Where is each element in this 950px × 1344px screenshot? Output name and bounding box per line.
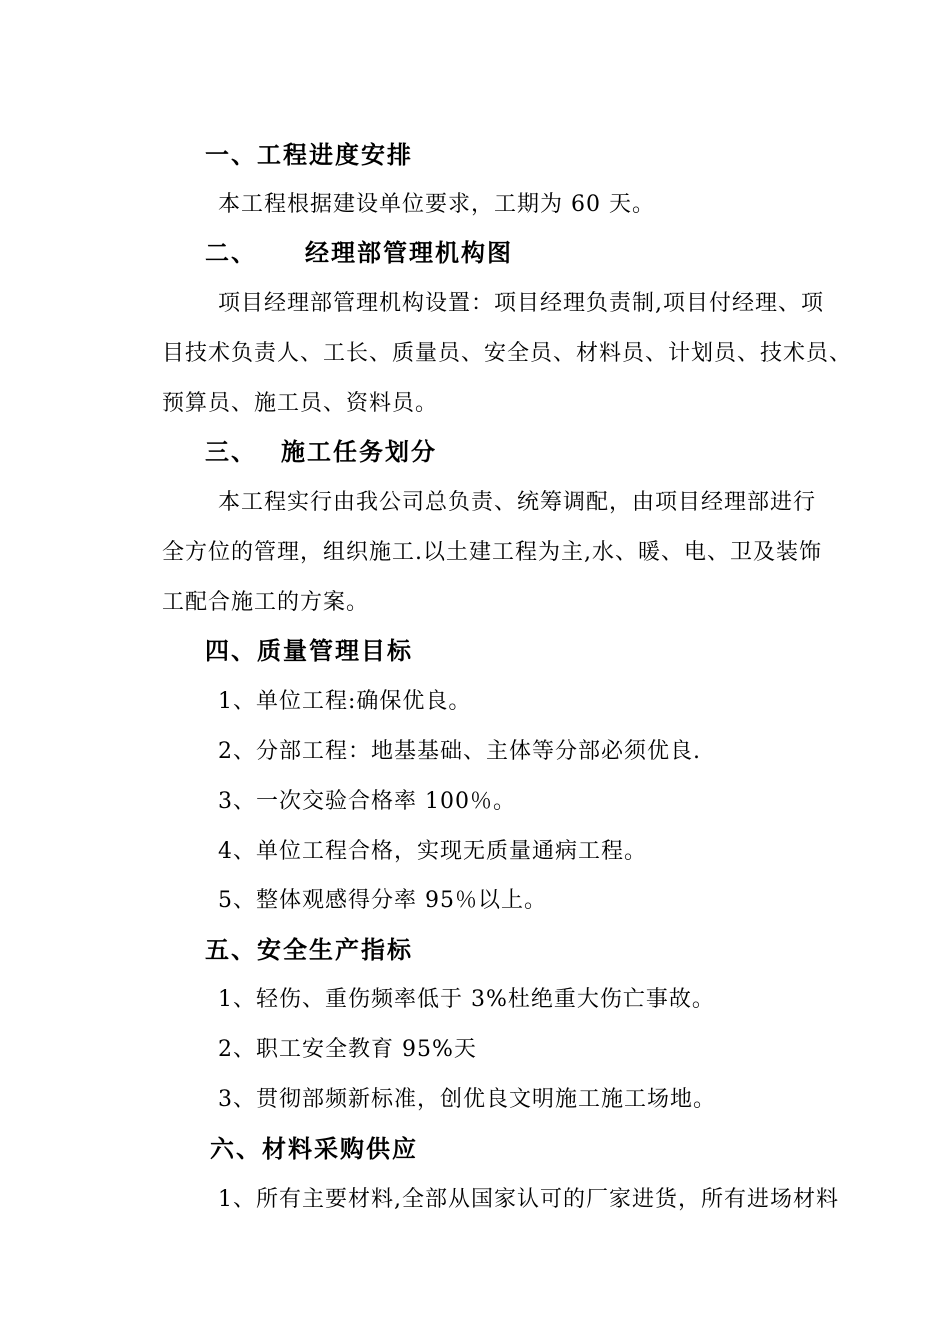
section-5-heading <box>205 935 413 965</box>
section-2-heading <box>205 238 513 268</box>
section-3-line-3: 工配合施工的方案。 <box>162 590 370 615</box>
section-1-heading <box>205 140 413 170</box>
section-5-line-3: 3、贯彻部频新标准，创优良文明施工施工场地。 <box>218 1087 716 1112</box>
section-1-title: 工程进度安排 <box>257 141 413 169</box>
section-1-number: 一、 <box>205 141 257 169</box>
section-1-line-1: 本工程根据建设单位要求，工期为 60 天。 <box>218 192 655 217</box>
section-3-line-2: 全方位的管理，组织施工.以土建工程为主,水、暖、电、卫及装饰 <box>162 540 822 565</box>
section-5-title: 安全生产指标 <box>257 936 413 964</box>
section-3-line-1: 本工程实行由我公司总负责、统筹调配，由项目经理部进行 <box>218 490 817 515</box>
section-3-number: 三、 <box>205 438 257 466</box>
section-4-line-1: 1、单位工程:确保优良。 <box>218 689 472 714</box>
section-2-line-3: 预算员、施工员、资料员。 <box>162 391 439 416</box>
section-2-title: 经理部管理机构图 <box>305 239 513 267</box>
section-5-number: 五、 <box>205 936 257 964</box>
section-4-line-4: 4、单位工程合格，实现无质量通病工程。 <box>218 839 647 864</box>
section-5-line-2: 2、职工安全教育 95%天 <box>218 1037 477 1062</box>
section-6-title: 材料采购供应 <box>262 1135 418 1163</box>
section-6-line-1: 1、所有主要材料,全部从国家认可的厂家进货，所有进场材料 <box>218 1187 839 1212</box>
section-4-line-3: 3、一次交验合格率 100％。 <box>218 789 516 814</box>
section-6-number: 六、 <box>210 1135 262 1163</box>
section-2-line-1: 项目经理部管理机构设置：项目经理负责制,项目付经理、项 <box>218 291 824 316</box>
section-4-line-2: 2、分部工程：地基基础、主体等分部必须优良. <box>218 739 701 764</box>
section-6-heading <box>210 1134 418 1164</box>
section-4-title: 质量管理目标 <box>257 637 413 665</box>
section-2-line-2: 目技术负责人、工长、质量员、安全员、材料员、计划员、技术员、 <box>162 341 853 366</box>
section-3-heading <box>205 437 437 467</box>
section-4-heading <box>205 636 413 666</box>
section-5-line-1: 1、轻伤、重伤频率低于 3%杜绝重大伤亡事故。 <box>218 987 715 1012</box>
section-2-number: 二、 <box>205 239 257 267</box>
section-3-title: 施工任务划分 <box>281 438 437 466</box>
section-4-line-5: 5、整体观感得分率 95％以上。 <box>218 888 547 913</box>
section-4-number: 四、 <box>205 637 257 665</box>
